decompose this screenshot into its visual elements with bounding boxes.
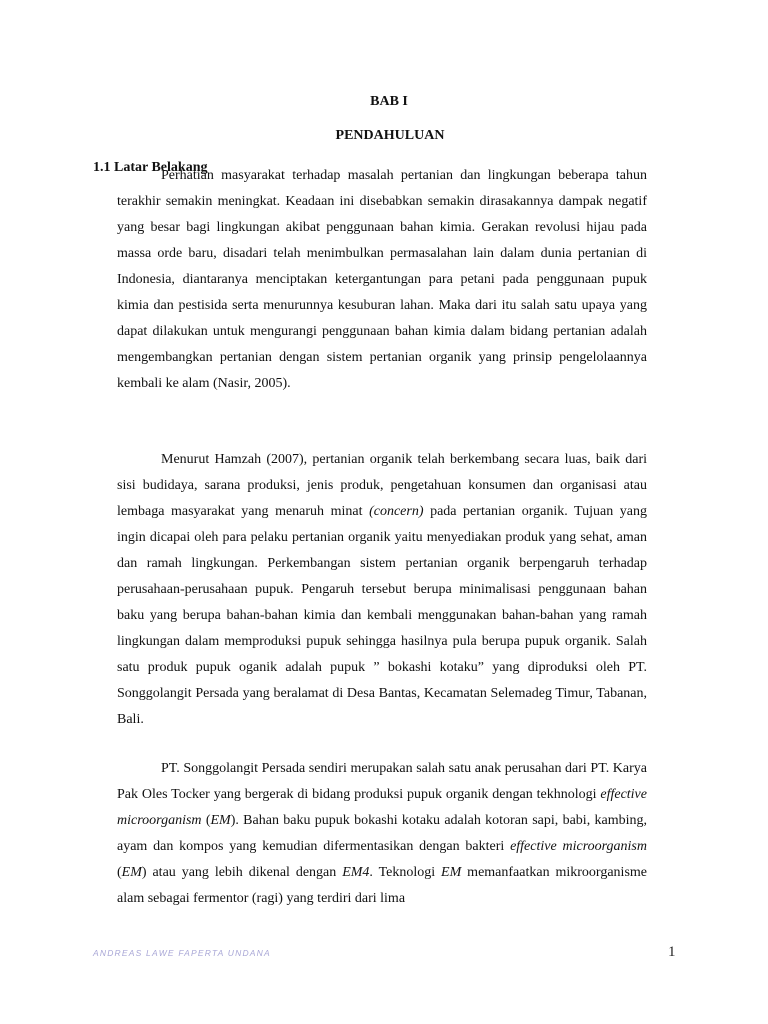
italic-term: EM — [441, 865, 462, 880]
footer-author: ANDREAS LAWE FAPERTA UNDANA — [93, 948, 271, 958]
paragraph-block — [117, 447, 647, 733]
paragraph-3 — [117, 756, 647, 912]
italic-term: effective microorganism — [510, 839, 647, 854]
italic-term: EM4 — [342, 865, 370, 880]
chapter-title: PENDAHULUAN — [335, 128, 445, 143]
italic-term: EM — [121, 865, 142, 880]
section-heading: 1.1 Latar Belakang — [93, 160, 208, 175]
italic-term: EM — [210, 813, 231, 828]
chapter-label: BAB I — [370, 94, 408, 109]
text-run: PT. Songgolangit Persada sendiri merupakan salah satu anak perusahan dari PT. Karya Pak Oles Tocker yang bergerak di bidang produksi pupuk organik dengan tekhnologi — [117, 761, 647, 802]
text-run: ( — [201, 813, 211, 828]
text-run: Menurut Hamzah (2007), pertanian organik telah berkembang secara luas, baik dari sisi budidaya, sarana produksi, jenis produk, pengetahuan konsumen dan organisasi atau lembaga masyarakat yang menaruh minat — [117, 452, 647, 519]
paragraph-block — [117, 756, 647, 912]
text-run: Perhatian masyarakat terhadap masalah pertanian dan lingkungan beberapa tahun terakhir semakin meningkat. Keadaan ini disebabkan semakin dirasakannya dampak negatif yang besar bagi lingkungan akibat penggunaan bahan kimia. Gerakan revolusi hijau pada massa orde baru, disadari telah menimbulkan permasalahan lain dalam dunia pertanian di Indonesia, diantaranya menciptakan ketergantungan para petani pada penggunaan pupuk kimia dan pestisida serta menurunnya kesuburan lahan. Maka dari itu salah satu upaya yang dapat dilakukan untuk mengurangi penggunaan bahan kimia dalam bidang pertanian adalah mengembangkan pertanian dengan sistem pertanian organik yang prinsip pengelolaannya kembali ke alam (Nasir, 2005). — [117, 168, 647, 391]
italic-term: effective microorganism — [117, 787, 647, 828]
text-run: memanfaatkan mikroorganisme alam sebagai fermentor (ragi) yang terdiri dari lima — [117, 865, 647, 906]
paragraph-block — [117, 163, 647, 397]
text-run: pada pertanian organik. Tujuan yang ingin dicapai oleh para pelaku pertanian organik yaitu menyediakan produk yang sehat, aman dan ramah lingkungan. Perkembangan sistem pertanian organik berpengaruh terhadap perusahaan-perusahaan pupuk. Pengaruh tersebut berupa minimalisasi penggunaan bahan baku yang berupa bahan-bahan kimia dan kembali menggunakan bahan-bahan yang ramah lingkungan dalam memproduksi pupuk sehingga hasilnya pula berupa pupuk organik. Salah satu produk pupuk oganik adalah pupuk ” bokashi kotaku” yang diproduksi oleh PT. Songgolangit Persada yang beralamat di Desa Bantas, Kecamatan Selemadeg Timur, Tabanan, Bali. — [117, 504, 647, 727]
text-run: . Teknologi — [369, 865, 442, 880]
text-run: ) atau yang lebih dikenal dengan — [141, 865, 343, 880]
paragraph-1 — [117, 163, 647, 397]
page-number: 1 — [668, 944, 676, 960]
paragraph-2 — [117, 447, 647, 733]
text-run: ( — [117, 865, 122, 880]
text-run: ). Bahan baku pupuk bokashi kotaku adalah kotoran sapi, babi, kambing, ayam dan kompos yang kemudian difermentasikan dengan bakteri — [117, 813, 647, 854]
italic-term: (concern) — [369, 504, 424, 519]
